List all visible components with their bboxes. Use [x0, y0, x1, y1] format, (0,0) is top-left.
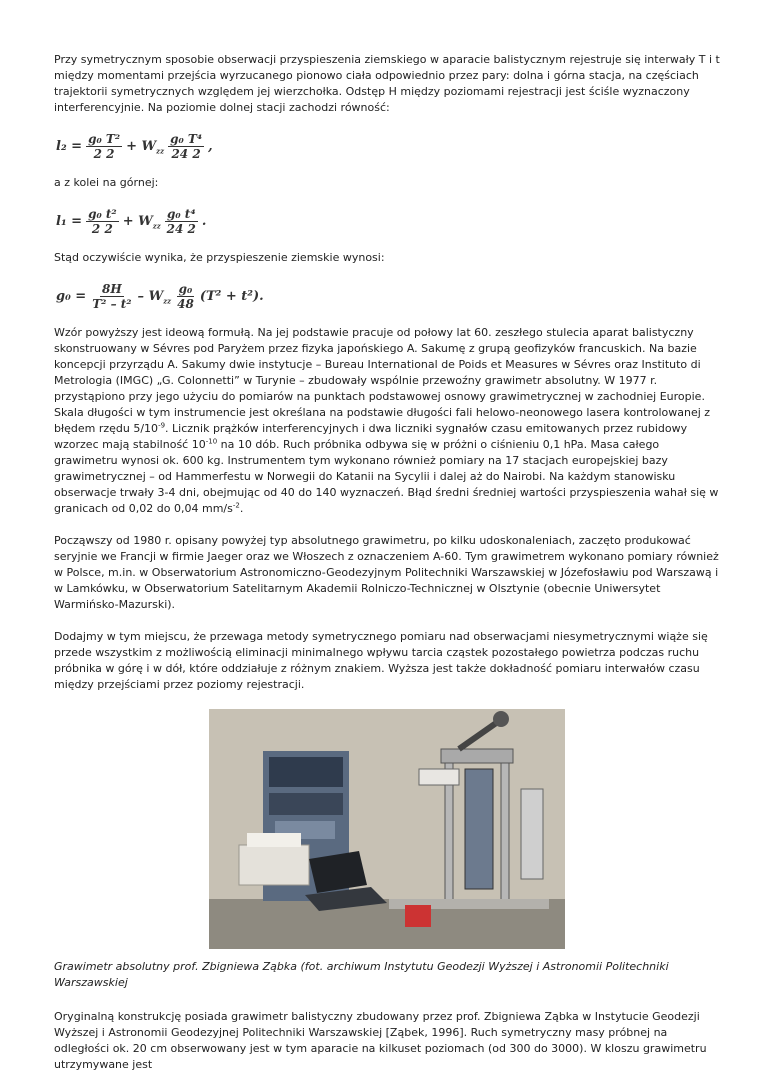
eq-tail: , — [208, 138, 213, 154]
eq-lhs: g₀ = — [56, 288, 87, 304]
paragraph-symmetric-advantage: Dodajmy w tym miejscu, że przewaga metody symetrycznego pomiaru nad obserwacjami niesymetrycznymi wiąże się przede wszystkim z możliwością eliminacji minimalnego wpływu tarcia cząstek pozostałego powietrza podczas ruchu próbnika w górę i w dół, które oddziałuje z różnym znakiem. Wyższa jest także dokładność pomiaru interwałów czasu między przejściami przez poziomy rejestracji. — [54, 630, 708, 691]
equation-upper-station — [54, 207, 720, 236]
gravimeter-photo — [209, 709, 565, 949]
eq-fraction: $\frac{\text{g₀ t⁴}}{24 2}$ — [166, 207, 196, 236]
paragraph-zabek: Oryginalną konstrukcję posiada grawimetr balistyczny zbudowany przez prof. Zbigniewa Ząbka w Instytucie Geodezji Wyższej i Astronomii Geodezyjnej Politechniki Warszawskiej [Ząbek, 1996]. Ruch symetryczny masy próbnej na odległości ok. 20 cm obserwowany jest w tym aparacie na kilkuset poziomach (od 300 do 3000). W kloszu grawimetru utrzymywane jest — [54, 1010, 707, 1071]
eq-lhs: l₂ = — [56, 138, 83, 154]
eq-tail: . — [201, 213, 207, 229]
eq-plus: + $W_{zz}$ — [126, 138, 165, 156]
eq-fraction: $\frac{\text{g₀ T²}}{2 2}$ — [88, 132, 121, 161]
eq-fraction: $\frac{8H}{\text{T² – t²}}$ — [92, 282, 132, 311]
paragraph-result-intro: Stąd oczywiście wynika, że przyspieszenie ziemskie wynosi: — [54, 251, 385, 264]
eq-fraction: $\frac{\text{g₀ t²}}{2 2}$ — [88, 207, 117, 236]
equation-lower-station — [54, 132, 720, 161]
eq-fraction: $\frac{\text{g₀ T⁴}}{24 2}$ — [170, 132, 203, 161]
eq-minus: – $W_{zz}$ — [137, 288, 172, 306]
eq-lhs: l₁ = — [56, 213, 83, 229]
photo-caption: Grawimetr absolutny prof. Zbigniewa Ząbka (fot. archiwum Instytutu Geodezji Wyższej i Astronomii Politechniki Warszawskiej — [54, 960, 669, 989]
paragraph-sakuma: Wzór powyższy jest ideową formułą. Na jej podstawie pracuje od połowy lat 60. zeszłego stulecia aparat balistyczny skonstruowany w Sévres pod Paryżem przez fizyka japońskiego A. Sakumę z grupą geofizyków francuskich. Na bazie koncepcji przyrządu A. Sakumy dwie instytucje – Bureau International de Poids et Measures w Sévres oraz Instituto di Metrologia (IMGC) „G. Colonnetti” w Turynie – zbudowały wspólnie przewoźny grawimetr absolutny. W 1977 r. przystąpiono przy jego użyciu do pomiarów na punktach podstawowej osnowy grawimetrycznej w zachodniej Europie. Skala długości w tym instrumencie jest określana na podstawie długości fali helowo-neonowego lasera kontrolowanej z błędem rzędu $5/10^{-9}$. Licznik prążków interferencyjnych i dwa liczniki sygnałów czasu emitowanych przez rubidowy wzorzec mają stabilność $10^{-10}$ na 10 dób. Ruch próbnika odbywa się w próżni o ciśnieniu 0,1 hPa. Masa całego grawimetru wynosi ok. 600 kg. Instrumentem tym wykonano również pomiary na 17 stacjach europejskiej bazy grawimetrycznej – od Hammerfestu w Norwegii do Katanii na Sycylii i dalej aż do Nairobi. Na każdym stanowisku obserwacje trwały 3-4 dni, obejmując od 40 do 140 wyznaczeń. Błąd średni średniej wartości przyspieszenia wahał się w granicach od 0,02 do 0,04 $mm/s^{-2}$. — [54, 326, 719, 515]
document-page — [54, 52, 720, 1089]
paragraph-production: Począwszy od 1980 r. opisany powyżej typ absolutnego grawimetru, po kilku udoskonaleniach, zaczęto produkować seryjnie we Francji w firmie Jaeger oraz we Włoszech z oznaczeniem A-60. Tym grawimetrem wykonano pomiary również w Polsce, m.in. w Obserwatorium Astronomiczno-Geodezyjnym Politechniki Warszawskiej w Józefosławiu pod Warszawą i w Lamkówku, w Obserwatorium Satelitarnym Akademii Rolniczo-Technicznej w Olsztynie (obecnie Uniwersytet Warmińsko-Mazurski). — [54, 534, 719, 611]
eq-tail: (T² + t²). — [199, 288, 264, 304]
eq-plus: + $W_{zz}$ — [122, 213, 161, 231]
gravimeter-photo-illustration — [209, 709, 565, 949]
paragraph-intro: Przy symetrycznym sposobie obserwacji przyspieszenia ziemskiego w aparacie balistycznym rejestruje się interwały T i t między momentami przejścia wyrzucanego pionowo ciała odpowiednio przez pary: dolna i górna stacja, na częściach trajektorii symetrycznych względem jej wierzchołka. Odstęp H między poziomami rejestracji jest ściśle wyznaczony interferencyjnie. Na poziomie dolnej stacji zachodzi równość: — [54, 53, 720, 114]
paragraph-upper-intro: a z kolei na górnej: — [54, 176, 159, 189]
eq-fraction: $\frac{\text{g₀}}{48}$ — [177, 282, 194, 311]
equation-gravity — [54, 282, 720, 311]
